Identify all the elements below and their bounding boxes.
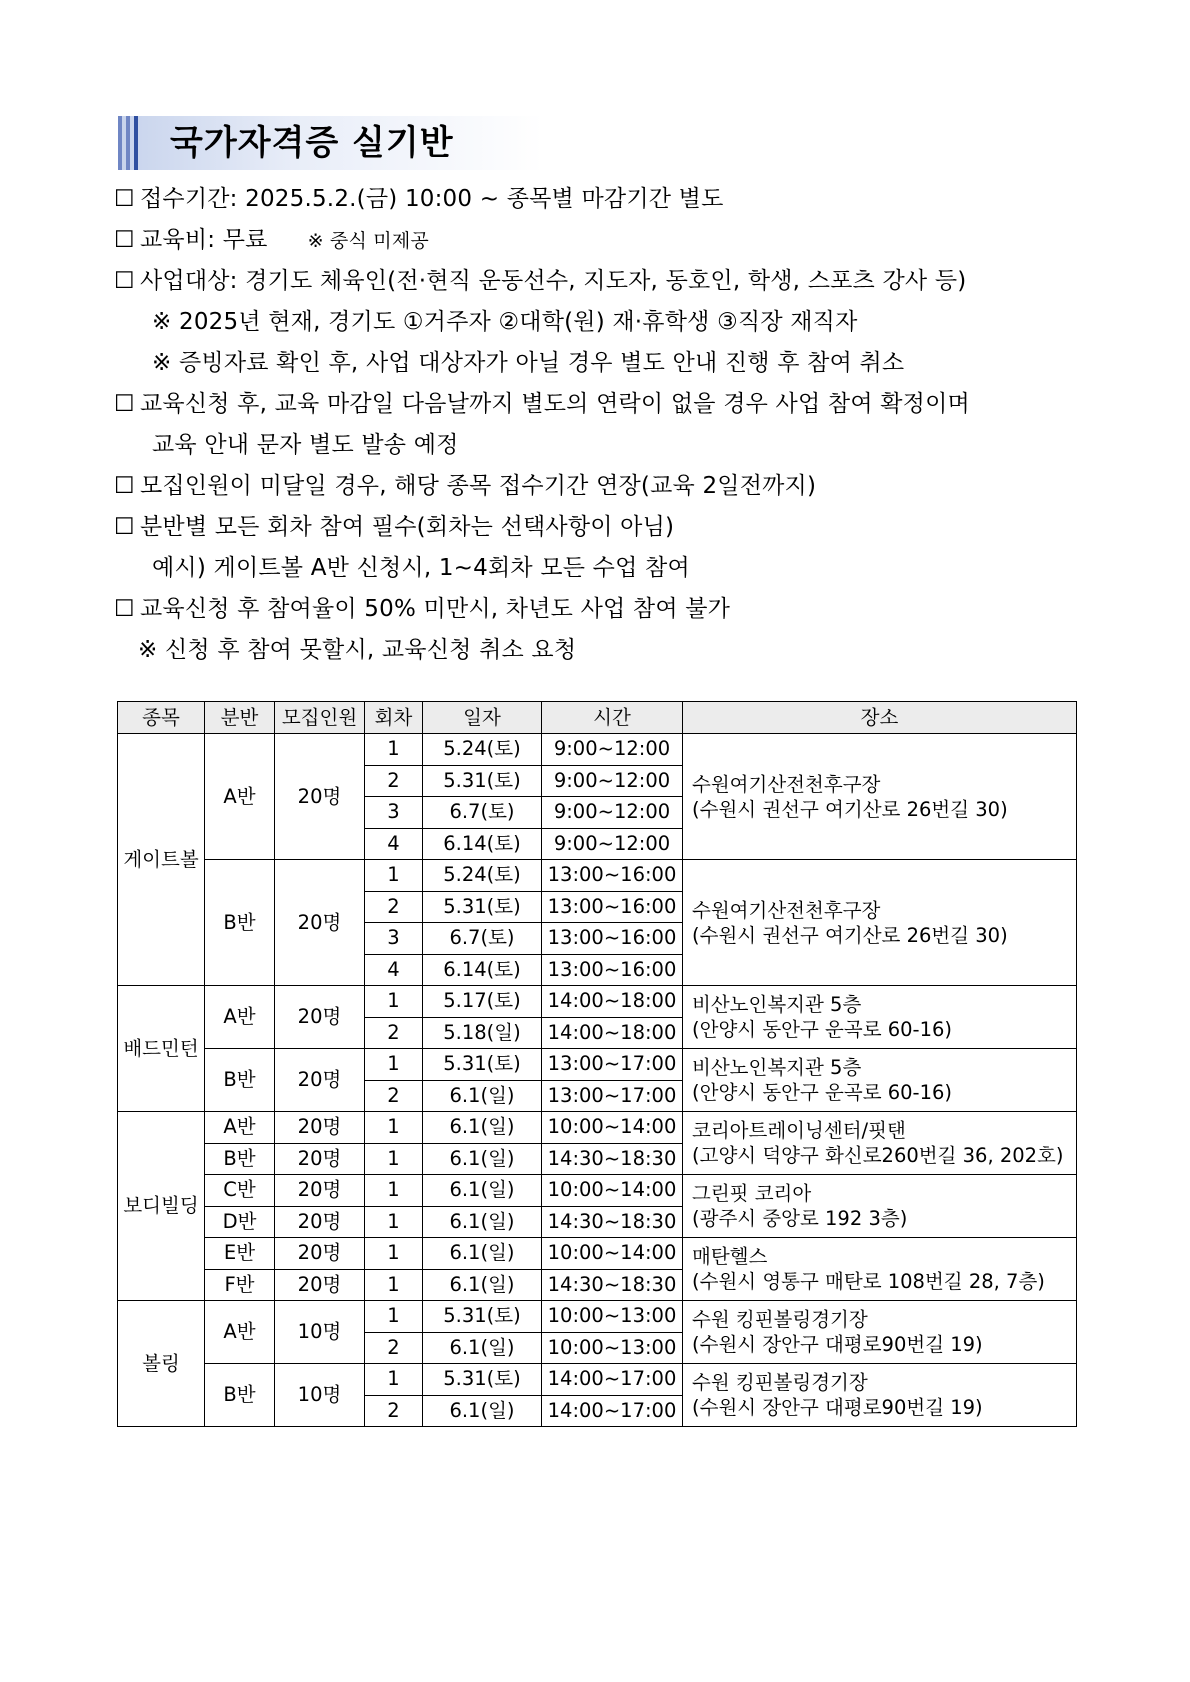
date-cell: 5.31(토) <box>423 1301 542 1333</box>
place-cell: 수원여기산전천후구장 (수원시 권선구 여기산로 26번길 30) <box>683 734 1077 860</box>
info-note-line: 교육 안내 문자 별도 발송 예정 <box>152 432 459 458</box>
date-cell: 6.14(토) <box>423 828 542 860</box>
session-cell: 1 <box>365 1175 423 1207</box>
info-line-target <box>114 266 966 296</box>
time-cell: 9:00~12:00 <box>542 734 683 766</box>
date-cell: 5.18(일) <box>423 1017 542 1049</box>
title-bar-decoration <box>126 116 130 170</box>
session-cell: 1 <box>365 860 423 892</box>
class-cell: B반 <box>205 860 275 986</box>
count-cell: 20명 <box>275 1175 365 1207</box>
sport-cell: 배드민턴 <box>118 986 205 1112</box>
time-cell: 10:00~14:00 <box>542 1175 683 1207</box>
time-cell: 9:00~12:00 <box>542 765 683 797</box>
session-cell: 1 <box>365 1364 423 1396</box>
table-row <box>118 1049 1077 1081</box>
count-cell: 20명 <box>275 1049 365 1112</box>
time-cell: 10:00~14:00 <box>542 1112 683 1144</box>
session-cell: 1 <box>365 1143 423 1175</box>
table-header-row <box>118 702 1077 734</box>
count-cell: 20명 <box>275 860 365 986</box>
sport-cell: 보디빌딩 <box>118 1112 205 1301</box>
table-row <box>118 1364 1077 1396</box>
class-cell: A반 <box>205 1301 275 1364</box>
session-cell: 1 <box>365 1269 423 1301</box>
date-cell: 5.24(토) <box>423 860 542 892</box>
sport-cell: 볼링 <box>118 1301 205 1427</box>
checkbox-icon: ☐ <box>114 514 135 540</box>
class-cell: C반 <box>205 1175 275 1207</box>
class-cell: D반 <box>205 1206 275 1238</box>
place-cell: 비산노인복지관 5층 (안양시 동안구 운곡로 60-16) <box>683 986 1077 1049</box>
title-bar-decoration <box>134 116 138 170</box>
info-text: 모집인원이 미달일 경우, 해당 종목 접수기간 연장(교육 2일전까지) <box>140 473 817 499</box>
class-cell: B반 <box>205 1049 275 1112</box>
time-cell: 13:00~17:00 <box>542 1080 683 1112</box>
place-cell: 수원 킹핀볼링경기장 (수원시 장안구 대평로90번길 19) <box>683 1301 1077 1364</box>
count-cell: 20명 <box>275 734 365 860</box>
date-cell: 6.1(일) <box>423 1238 542 1270</box>
info-line-fee <box>114 225 429 256</box>
session-cell: 2 <box>365 891 423 923</box>
date-cell: 5.31(토) <box>423 765 542 797</box>
info-text: 사업대상: 경기도 체육인(전·현직 운동선수, 지도자, 동호인, 학생, 스포츠 강사 등) <box>140 268 967 294</box>
time-cell: 10:00~13:00 <box>542 1301 683 1333</box>
time-cell: 13:00~16:00 <box>542 891 683 923</box>
time-cell: 13:00~17:00 <box>542 1049 683 1081</box>
time-cell: 14:30~18:30 <box>542 1269 683 1301</box>
session-cell: 1 <box>365 986 423 1018</box>
date-cell: 6.1(일) <box>423 1080 542 1112</box>
session-cell: 1 <box>365 1112 423 1144</box>
title-banner <box>118 116 618 170</box>
place-cell: 비산노인복지관 5층 (안양시 동안구 운곡로 60-16) <box>683 1049 1077 1112</box>
page-title: 국가자격증 실기반 <box>170 123 454 163</box>
time-cell: 13:00~16:00 <box>542 860 683 892</box>
checkbox-icon: ☐ <box>114 186 135 212</box>
info-text: 교육신청 후 참여율이 50% 미만시, 차년도 사업 참여 불가 <box>140 596 731 622</box>
session-cell: 2 <box>365 1332 423 1364</box>
date-cell: 6.1(일) <box>423 1395 542 1427</box>
time-cell: 9:00~12:00 <box>542 797 683 829</box>
time-cell: 13:00~16:00 <box>542 954 683 986</box>
sport-cell: 게이트볼 <box>118 734 205 986</box>
info-line-period <box>114 184 724 214</box>
date-cell: 6.7(토) <box>423 797 542 829</box>
class-cell: A반 <box>205 986 275 1049</box>
header-cell: 분반 <box>205 702 275 734</box>
session-cell: 1 <box>365 1301 423 1333</box>
class-cell: B반 <box>205 1143 275 1175</box>
date-cell: 6.1(일) <box>423 1206 542 1238</box>
title-bar-decoration <box>118 116 122 170</box>
info-text: 교육비: 무료 <box>140 227 268 253</box>
header-cell: 일자 <box>423 702 542 734</box>
date-cell: 6.1(일) <box>423 1332 542 1364</box>
table-row <box>118 1175 1077 1207</box>
count-cell: 20명 <box>275 1112 365 1144</box>
checkbox-icon: ☐ <box>114 596 135 622</box>
session-cell: 1 <box>365 734 423 766</box>
count-cell: 20명 <box>275 1143 365 1175</box>
info-text: 접수기간: 2025.5.2.(금) 10:00 ~ 종목별 마감기간 별도 <box>140 186 724 212</box>
time-cell: 10:00~13:00 <box>542 1332 683 1364</box>
checkbox-icon: ☐ <box>114 227 135 253</box>
session-cell: 2 <box>365 1017 423 1049</box>
date-cell: 6.1(일) <box>423 1143 542 1175</box>
date-cell: 5.31(토) <box>423 891 542 923</box>
info-line-confirm <box>114 389 970 419</box>
date-cell: 5.17(토) <box>423 986 542 1018</box>
place-cell: 매탄헬스 (수원시 영통구 매탄로 108번길 28, 7층) <box>683 1238 1077 1301</box>
date-cell: 6.14(토) <box>423 954 542 986</box>
info-line-attendance <box>114 512 674 542</box>
time-cell: 14:30~18:30 <box>542 1143 683 1175</box>
session-cell: 1 <box>365 1238 423 1270</box>
time-cell: 14:00~18:00 <box>542 1017 683 1049</box>
date-cell: 5.31(토) <box>423 1364 542 1396</box>
class-cell: E반 <box>205 1238 275 1270</box>
checkbox-icon: ☐ <box>114 268 135 294</box>
info-note: ※ 중식 미제공 <box>307 230 429 252</box>
header-cell: 회차 <box>365 702 423 734</box>
table-row <box>118 1112 1077 1144</box>
checkbox-icon: ☐ <box>114 391 135 417</box>
info-note-line: ※ 증빙자료 확인 후, 사업 대상자가 아닐 경우 별도 안내 진행 후 참여 취소 <box>152 350 905 376</box>
place-cell: 그린핏 코리아 (광주시 중앙로 192 3층) <box>683 1175 1077 1238</box>
time-cell: 14:00~17:00 <box>542 1395 683 1427</box>
table-row <box>118 734 1077 766</box>
date-cell: 5.24(토) <box>423 734 542 766</box>
table-row <box>118 1301 1077 1333</box>
header-cell: 모집인원 <box>275 702 365 734</box>
session-cell: 2 <box>365 1395 423 1427</box>
class-cell: F반 <box>205 1269 275 1301</box>
info-line-recruit <box>114 471 816 501</box>
class-cell: A반 <box>205 734 275 860</box>
class-cell: B반 <box>205 1364 275 1427</box>
info-note-line: ※ 신청 후 참여 못할시, 교육신청 취소 요청 <box>138 637 577 663</box>
session-cell: 2 <box>365 765 423 797</box>
count-cell: 20명 <box>275 1206 365 1238</box>
info-text: 교육신청 후, 교육 마감일 다음날까지 별도의 연락이 없을 경우 사업 참여 확정이며 <box>140 391 970 417</box>
count-cell: 20명 <box>275 986 365 1049</box>
class-cell: A반 <box>205 1112 275 1144</box>
info-note-line: ※ 2025년 현재, 경기도 ①거주자 ②대학(원) 재·휴학생 ③직장 재직자 <box>152 309 858 335</box>
session-cell: 3 <box>365 797 423 829</box>
header-cell: 종목 <box>118 702 205 734</box>
time-cell: 14:30~18:30 <box>542 1206 683 1238</box>
session-cell: 2 <box>365 1080 423 1112</box>
date-cell: 5.31(토) <box>423 1049 542 1081</box>
table-row <box>118 860 1077 892</box>
schedule-table <box>117 701 1077 1427</box>
count-cell: 20명 <box>275 1269 365 1301</box>
time-cell: 9:00~12:00 <box>542 828 683 860</box>
table-row <box>118 986 1077 1018</box>
place-cell: 코리아트레이닝센터/핏탠 (고양시 덕양구 화신로260번길 36, 202호) <box>683 1112 1077 1175</box>
time-cell: 10:00~14:00 <box>542 1238 683 1270</box>
date-cell: 6.1(일) <box>423 1269 542 1301</box>
session-cell: 1 <box>365 1049 423 1081</box>
count-cell: 10명 <box>275 1364 365 1427</box>
session-cell: 1 <box>365 1206 423 1238</box>
info-line-rate <box>114 594 730 624</box>
date-cell: 6.7(토) <box>423 923 542 955</box>
info-text: 분반별 모든 회차 참여 필수(회차는 선택사항이 아님) <box>140 514 675 540</box>
place-cell: 수원 킹핀볼링경기장 (수원시 장안구 대평로90번길 19) <box>683 1364 1077 1427</box>
header-cell: 시간 <box>542 702 683 734</box>
info-note-line: 예시) 게이트볼 A반 신청시, 1~4회차 모든 수업 참여 <box>152 555 690 581</box>
count-cell: 10명 <box>275 1301 365 1364</box>
header-cell: 장소 <box>683 702 1077 734</box>
count-cell: 20명 <box>275 1238 365 1270</box>
date-cell: 6.1(일) <box>423 1112 542 1144</box>
table-row <box>118 1238 1077 1270</box>
session-cell: 3 <box>365 923 423 955</box>
time-cell: 14:00~18:00 <box>542 986 683 1018</box>
time-cell: 14:00~17:00 <box>542 1364 683 1396</box>
place-cell: 수원여기산전천후구장 (수원시 권선구 여기산로 26번길 30) <box>683 860 1077 986</box>
session-cell: 4 <box>365 828 423 860</box>
time-cell: 13:00~16:00 <box>542 923 683 955</box>
checkbox-icon: ☐ <box>114 473 135 499</box>
date-cell: 6.1(일) <box>423 1175 542 1207</box>
session-cell: 4 <box>365 954 423 986</box>
